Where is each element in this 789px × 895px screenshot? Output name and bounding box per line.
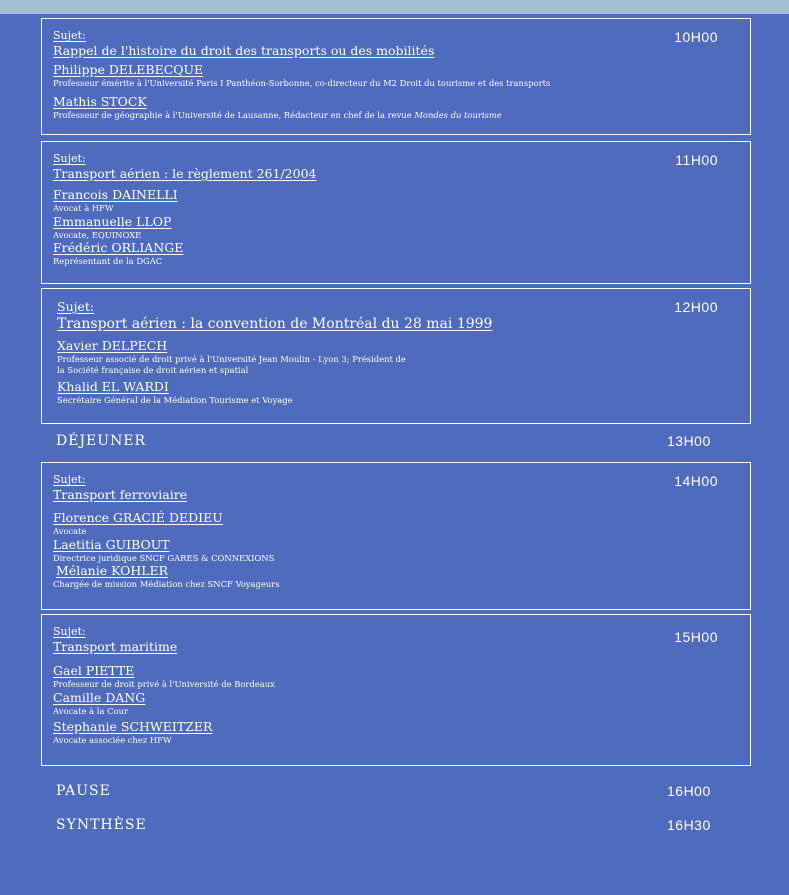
session-time: 15H00 xyxy=(674,629,718,645)
session-time: 10H00 xyxy=(674,29,718,45)
break-time: 16H30 xyxy=(667,817,711,833)
speaker-name: Xavier DELPECH xyxy=(57,338,168,353)
break-label: PAUSE xyxy=(56,783,111,799)
session-title: Transport aérien : le règlement 261/2004 xyxy=(53,166,317,181)
subject-label: Sujet: xyxy=(53,625,86,638)
session-panel xyxy=(41,141,751,284)
speaker-role: la Société française de droit aérien et spatial xyxy=(57,364,249,375)
session-title: Transport ferroviaire xyxy=(53,487,188,502)
break-label: SYNTHÈSE xyxy=(56,817,147,833)
speaker-name: Mélanie KOHLER xyxy=(56,563,169,578)
speaker-name: Laetitia GUIBOUT xyxy=(53,536,170,552)
speaker-name: Gael PIETTE xyxy=(53,663,135,678)
session-time: 11H00 xyxy=(675,152,718,168)
speaker-role: Avocate à la Cour xyxy=(53,705,128,716)
journal-title: Mondes du tourisme xyxy=(414,109,502,120)
session-title: Rappel de l'histoire du droit des transports ou des mobilités xyxy=(53,43,435,58)
subject-label: Sujet: xyxy=(57,299,95,314)
speaker-name: Francois DAINELLI xyxy=(53,187,178,202)
session-title: Transport aérien : la convention de Montréal du 28 mai 1999 xyxy=(57,316,493,332)
break-time: 16H00 xyxy=(667,783,711,799)
speaker-role: Professeur de droit privé à l'Université de Bordeaux xyxy=(53,679,275,689)
session-panel xyxy=(41,18,751,135)
speaker-role: Avocate associée chez HFW xyxy=(53,735,172,745)
speaker-role: Professeur associé de droit privé à l'Université Jean Moulin - Lyon 3; Président de xyxy=(57,354,406,364)
speaker-role: Avocat à HFW xyxy=(53,203,114,213)
speaker-role xyxy=(53,110,550,121)
speaker-role: Chargée de mission Médiation chez SNCF Voyageurs xyxy=(53,579,280,589)
session-panel xyxy=(41,288,751,424)
speaker-name: Stephanie SCHWEITZER xyxy=(53,719,213,734)
top-bar xyxy=(0,0,789,14)
speaker-role: Avocate, EQUINOXE xyxy=(53,229,142,240)
speaker-role-text: Professeur de géographie à l'Université de Lausanne, Rédacteur en chef de la revue xyxy=(53,109,412,120)
speaker-name: Camille DANG xyxy=(53,689,146,705)
session-title: Transport maritime xyxy=(53,639,178,654)
speaker-name: Mathis STOCK xyxy=(53,93,147,109)
speaker-name: Emmanuelle LLOP xyxy=(53,213,172,229)
speaker-name: Khalid EL WARDI xyxy=(57,379,169,394)
speaker-role: Secrétaire Général de la Médiation Tourisme et Voyage xyxy=(57,395,293,405)
subject-label: Sujet: xyxy=(53,152,86,165)
session-time: 14H00 xyxy=(674,473,718,489)
session-time: 12H00 xyxy=(674,299,718,315)
subject-label: Sujet: xyxy=(53,473,86,486)
session-panel xyxy=(41,462,751,610)
speaker-name: Philippe DELEBECQUE xyxy=(53,62,204,77)
break-time: 13H00 xyxy=(667,433,711,449)
session-panel xyxy=(41,614,751,766)
subject-label: Sujet: xyxy=(53,29,86,42)
break-label: DÉJEUNER xyxy=(56,433,147,449)
speaker-role: Représentant de la DGAC xyxy=(53,256,163,266)
speaker-role: Avocate xyxy=(53,526,87,536)
speaker-role: Professeur émérite à l'Université Paris I Panthéon-Sorbonne, co-directeur du M2 Droit du tourisme et des transports xyxy=(53,78,551,88)
speaker-name: Florence GRACIÉ DEDIEU xyxy=(53,510,223,525)
speaker-name: Frédéric ORLIANGE xyxy=(53,240,184,255)
speaker-role: Directrice juridique SNCF GARES & CONNEXIONS xyxy=(53,552,275,563)
